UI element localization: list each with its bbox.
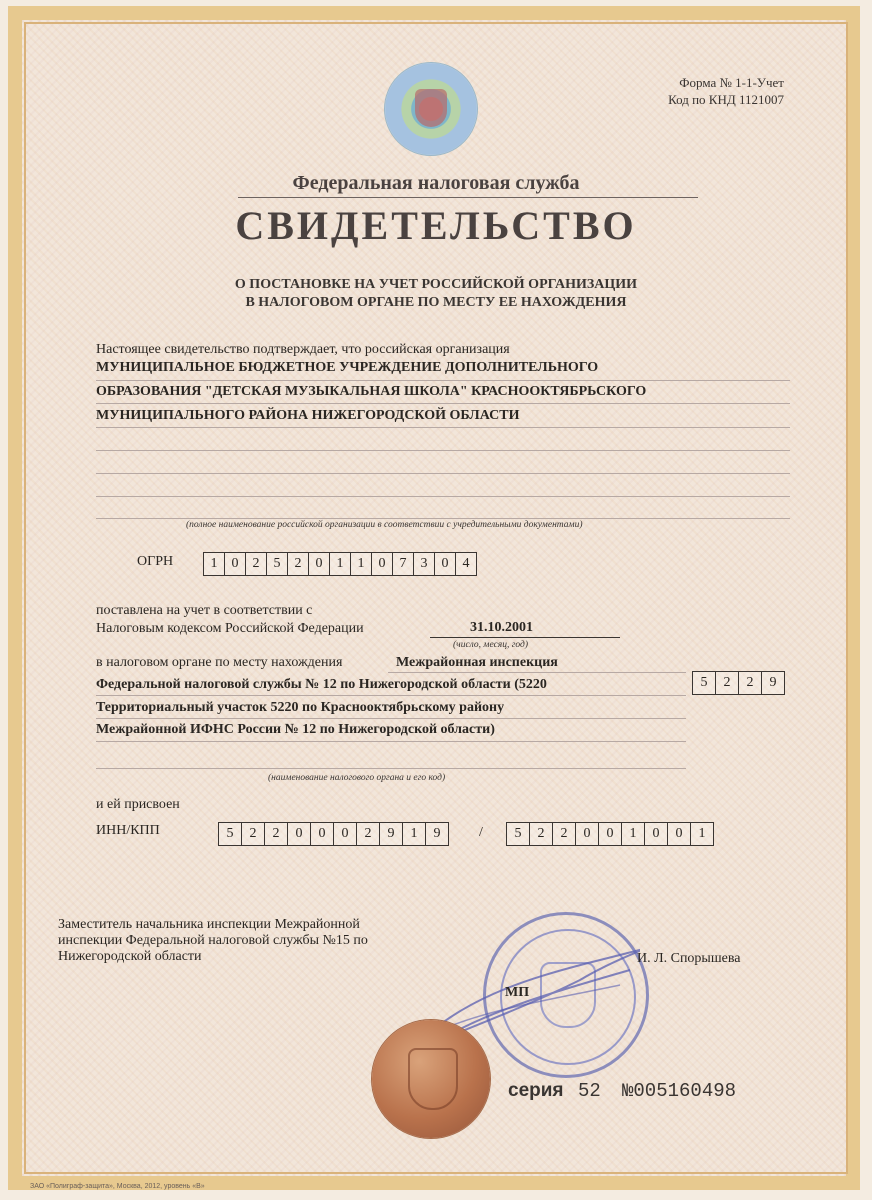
org-line-3	[96, 427, 790, 428]
mp-label: МП	[505, 985, 530, 1000]
service-name: Федеральная налоговая служба	[292, 172, 580, 194]
ogrn-digit: 1	[203, 552, 225, 576]
ogrn-digit: 0	[371, 552, 393, 576]
tax-office-name-part-1: Межрайонная инспекция	[396, 655, 558, 670]
signatory-position-line-1: Заместитель начальника инспекции Межрайонной	[58, 917, 360, 932]
subtitle-line-2: В НАЛОГОВОМ ОРГАНЕ ПО МЕСТУ ЕЕ НАХОЖДЕНИЯ	[245, 295, 627, 310]
org-line-7	[96, 518, 790, 519]
tax-code-digit: 2	[738, 671, 762, 695]
ogrn-digit: 0	[224, 552, 246, 576]
organization-name-line-2: ОБРАЗОВАНИЯ "ДЕТСКАЯ МУЗЫКАЛЬНАЯ ШКОЛА" КРАСНООКТЯБРЬСКОГО	[96, 384, 647, 399]
org-line-4	[96, 450, 790, 451]
kpp-digit: 2	[552, 822, 576, 846]
kpp-digit: 0	[667, 822, 691, 846]
series-label: серия	[508, 1080, 564, 1101]
inn-digit: 9	[425, 822, 449, 846]
tax-office-name-line-3: Территориальный участок 5220 по Краснооктябрьскому району	[96, 700, 505, 715]
seal-eagle-icon	[408, 1048, 458, 1110]
printer-note: ЗАО «Полиграф-защита», Москва, 2012, уровень «В»	[30, 1183, 205, 1190]
assigned-label: и ей присвоен	[96, 797, 180, 812]
form-info	[668, 74, 784, 108]
registration-line-2: Налоговым кодексом Российской Федерации	[96, 621, 364, 636]
tax-code-digit: 9	[761, 671, 785, 695]
inn-digit: 2	[241, 822, 265, 846]
tax-line-4	[96, 741, 686, 742]
inn-digit: 1	[402, 822, 426, 846]
organization-name-line-3: МУНИЦИПАЛЬНОГО РАЙОНА НИЖЕГОРОДСКОЙ ОБЛАСТИ	[96, 408, 520, 423]
organization-intro: Настоящее свидетельство подтверждает, что российская организация	[96, 342, 510, 357]
inn-cells	[218, 822, 448, 846]
registration-date-caption: (число, месяц, год)	[453, 640, 529, 650]
ogrn-digit: 2	[287, 552, 309, 576]
tax-code-digit: 2	[715, 671, 739, 695]
organization-name-line-1: МУНИЦИПАЛЬНОЕ БЮДЖЕТНОЕ УЧРЕЖДЕНИЕ ДОПОЛНИТЕЛЬНОГО	[96, 360, 599, 375]
ogrn-digit: 2	[245, 552, 267, 576]
ogrn-digit: 0	[434, 552, 456, 576]
tax-office-caption: (наименование налогового органа и его код)	[268, 773, 446, 783]
knd-code: Код по КНД 1121007	[668, 92, 784, 107]
ogrn-cells	[203, 552, 476, 576]
tax-line-1	[388, 672, 686, 673]
ogrn-digit: 7	[392, 552, 414, 576]
tax-line-2	[96, 695, 686, 696]
kpp-digit: 1	[690, 822, 714, 846]
inn-digit: 0	[333, 822, 357, 846]
ogrn-digit: 0	[308, 552, 330, 576]
certificate-subtitle	[0, 276, 872, 312]
hologram-emblem	[384, 62, 478, 156]
kpp-digit: 5	[506, 822, 530, 846]
org-line-5	[96, 473, 790, 474]
registration-date-line	[430, 637, 620, 638]
tax-line-3	[96, 718, 686, 719]
series-value: 52	[578, 1080, 601, 1102]
tax-office-name-line-2: Федеральной налоговой службы № 12 по Нижегородской области (5220	[96, 677, 547, 692]
inn-digit: 9	[379, 822, 403, 846]
series-number: №005160498	[622, 1080, 737, 1102]
inn-kpp-label: ИНН/КПП	[96, 823, 160, 838]
subtitle-line-1: О ПОСТАНОВКЕ НА УЧЕТ РОССИЙСКОЙ ОРГАНИЗАЦИИ	[234, 277, 638, 292]
kpp-digit: 0	[575, 822, 599, 846]
kpp-digit: 0	[644, 822, 668, 846]
ogrn-label: ОГРН	[137, 554, 174, 569]
inn-digit: 0	[287, 822, 311, 846]
org-line-2	[96, 403, 790, 404]
kpp-cells	[506, 822, 713, 846]
org-line-6	[96, 496, 790, 497]
org-line-1	[96, 380, 790, 381]
ogrn-digit: 4	[455, 552, 477, 576]
tax-line-5	[96, 768, 686, 769]
registration-date: 31.10.2001	[470, 620, 533, 635]
signatory-name: И. Л. Спорышева	[637, 951, 741, 966]
tax-office-code-cells	[692, 671, 784, 695]
ogrn-digit: 5	[266, 552, 288, 576]
inn-digit: 2	[264, 822, 288, 846]
ogrn-digit: 3	[413, 552, 435, 576]
inn-kpp-separator: /	[479, 825, 483, 840]
ogrn-digit: 1	[350, 552, 372, 576]
kpp-digit: 0	[598, 822, 622, 846]
tax-office-prefix: в налоговом органе по месту нахождения	[96, 655, 343, 670]
kpp-digit: 2	[529, 822, 553, 846]
tax-code-digit: 5	[692, 671, 716, 695]
service-name-underline	[238, 197, 698, 198]
tax-office-name-line-4: Межрайонной ИФНС России № 12 по Нижегородской области)	[96, 722, 495, 737]
ogrn-digit: 1	[329, 552, 351, 576]
certificate-title: СВИДЕТЕЛЬСТВО	[235, 203, 637, 248]
form-number: Форма № 1-1-Учет	[679, 75, 784, 90]
signatory-position	[58, 917, 368, 965]
inn-digit: 0	[310, 822, 334, 846]
organization-caption: (полное наименование российской организации в соответствии с учредительными документами)	[186, 520, 583, 530]
inn-digit: 5	[218, 822, 242, 846]
signatory-position-line-2: инспекции Федеральной налоговой службы №15 по	[58, 933, 368, 948]
inn-digit: 2	[356, 822, 380, 846]
signatory-position-line-3: Нижегородской области	[58, 949, 202, 964]
registration-line-1: поставлена на учет в соответствии с	[96, 603, 313, 618]
kpp-digit: 1	[621, 822, 645, 846]
